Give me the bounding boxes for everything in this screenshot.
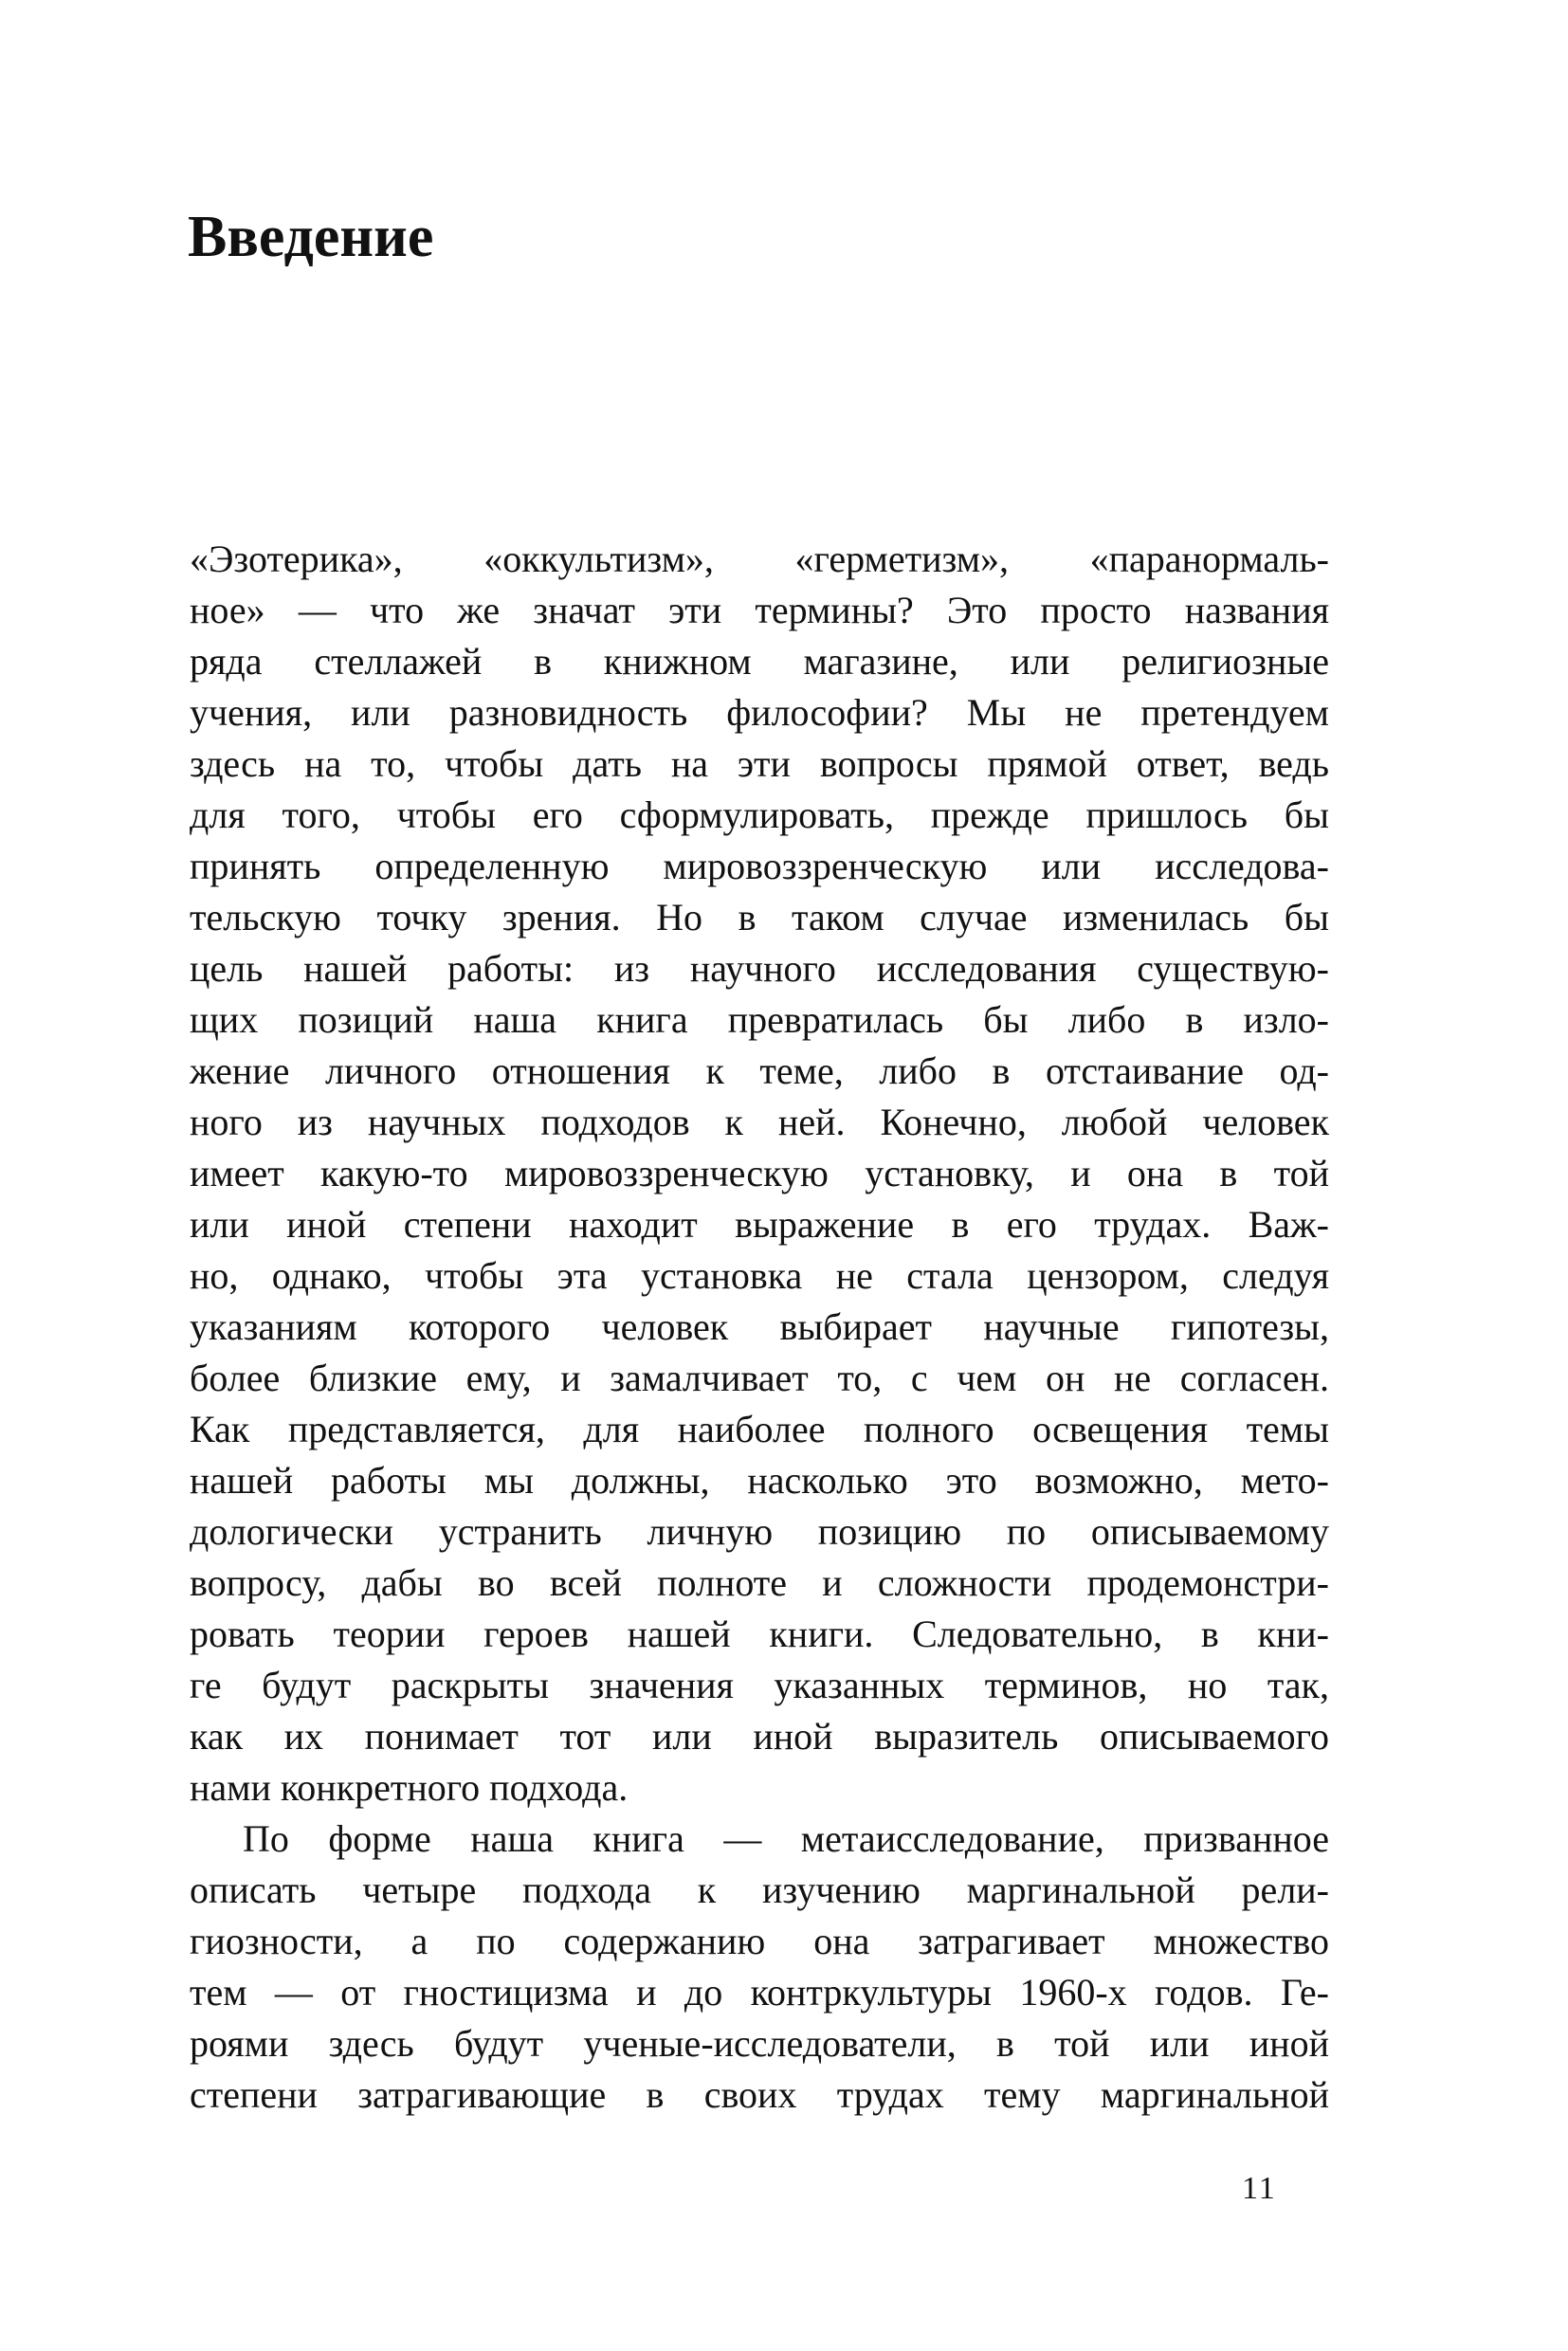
text-line: но, однако, чтобы эта установка не стала цензором, следуя bbox=[190, 1254, 1329, 1297]
text-line: нашей работы мы должны, насколько это возможно, мето- bbox=[190, 1459, 1329, 1502]
text-line: более близкие ему, и замалчивает то, с чем он не согласен. bbox=[190, 1357, 1329, 1399]
text-line: «Эзотерика», «оккультизм», «герметизм», «паранормаль- bbox=[190, 538, 1329, 580]
paragraph-1 bbox=[190, 534, 1329, 1813]
text-line: принять определенную мировоззренческую или исследова- bbox=[190, 845, 1329, 887]
text-line: ного из научных подходов к ней. Конечно, любой человек bbox=[190, 1101, 1329, 1143]
text-line: для того, чтобы его сформулировать, прежде пришлось бы bbox=[190, 793, 1329, 836]
text-line: цель нашей работы: из научного исследования существую- bbox=[190, 947, 1329, 990]
text-line: ге будут раскрыты значения указанных терминов, но так, bbox=[190, 1664, 1329, 1706]
text-line: вопросу, дабы во всей полноте и сложности продемонстри- bbox=[190, 1561, 1329, 1604]
page-number: 11 bbox=[1242, 2171, 1277, 2206]
chapter-heading: Введение bbox=[188, 205, 434, 269]
text-line: нами конкретного подхода. bbox=[190, 1766, 629, 1809]
text-line: Как представляется, для наиболее полного освещения темы bbox=[190, 1408, 1329, 1450]
paragraph-2 bbox=[190, 1813, 1329, 2121]
text-line: тем — от гностицизма и до контркультуры 1960-х годов. Ге- bbox=[190, 1971, 1329, 2014]
text-line: или иной степени находит выражение в его трудах. Важ- bbox=[190, 1203, 1329, 1246]
text-line: ное» — что же значат эти термины? Это просто названия bbox=[190, 589, 1329, 631]
text-line: имеет какую-то мировоззренческую установку, и она в той bbox=[190, 1152, 1329, 1194]
text-line: По форме наша книга — метаисследование, призванное bbox=[243, 1817, 1329, 1860]
text-line: дологически устранить личную позицию по описываемому bbox=[190, 1510, 1329, 1553]
text-line: здесь на то, чтобы дать на эти вопросы прямой ответ, ведь bbox=[190, 742, 1329, 785]
text-line: степени затрагивающие в своих трудах тему маргинальной bbox=[190, 2073, 1329, 2116]
text-line: как их понимает тот или иной выразитель описываемого bbox=[190, 1715, 1329, 1758]
text-line: ряда стеллажей в книжном магазине, или религиозные bbox=[190, 640, 1329, 683]
text-line: ровать теории героев нашей книги. Следовательно, в кни- bbox=[190, 1613, 1329, 1655]
text-line: описать четыре подхода к изучению маргинальной рели- bbox=[190, 1868, 1329, 1911]
text-line: роями здесь будут ученые-исследователи, в той или иной bbox=[190, 2022, 1329, 2065]
text-line: тельскую точку зрения. Но в таком случае изменилась бы bbox=[190, 896, 1329, 939]
text-line: учения, или разновидность философии? Мы не претендуем bbox=[190, 691, 1329, 734]
text-line: щих позиций наша книга превратилась бы либо в изло- bbox=[190, 998, 1329, 1041]
text-line: указаниям которого человек выбирает научные гипотезы, bbox=[190, 1305, 1329, 1348]
text-line: жение личного отношения к теме, либо в отстаивание од- bbox=[190, 1049, 1329, 1092]
text-line: гиозности, а по содержанию она затрагивает множество bbox=[190, 1920, 1329, 1962]
body-text bbox=[190, 534, 1329, 2121]
